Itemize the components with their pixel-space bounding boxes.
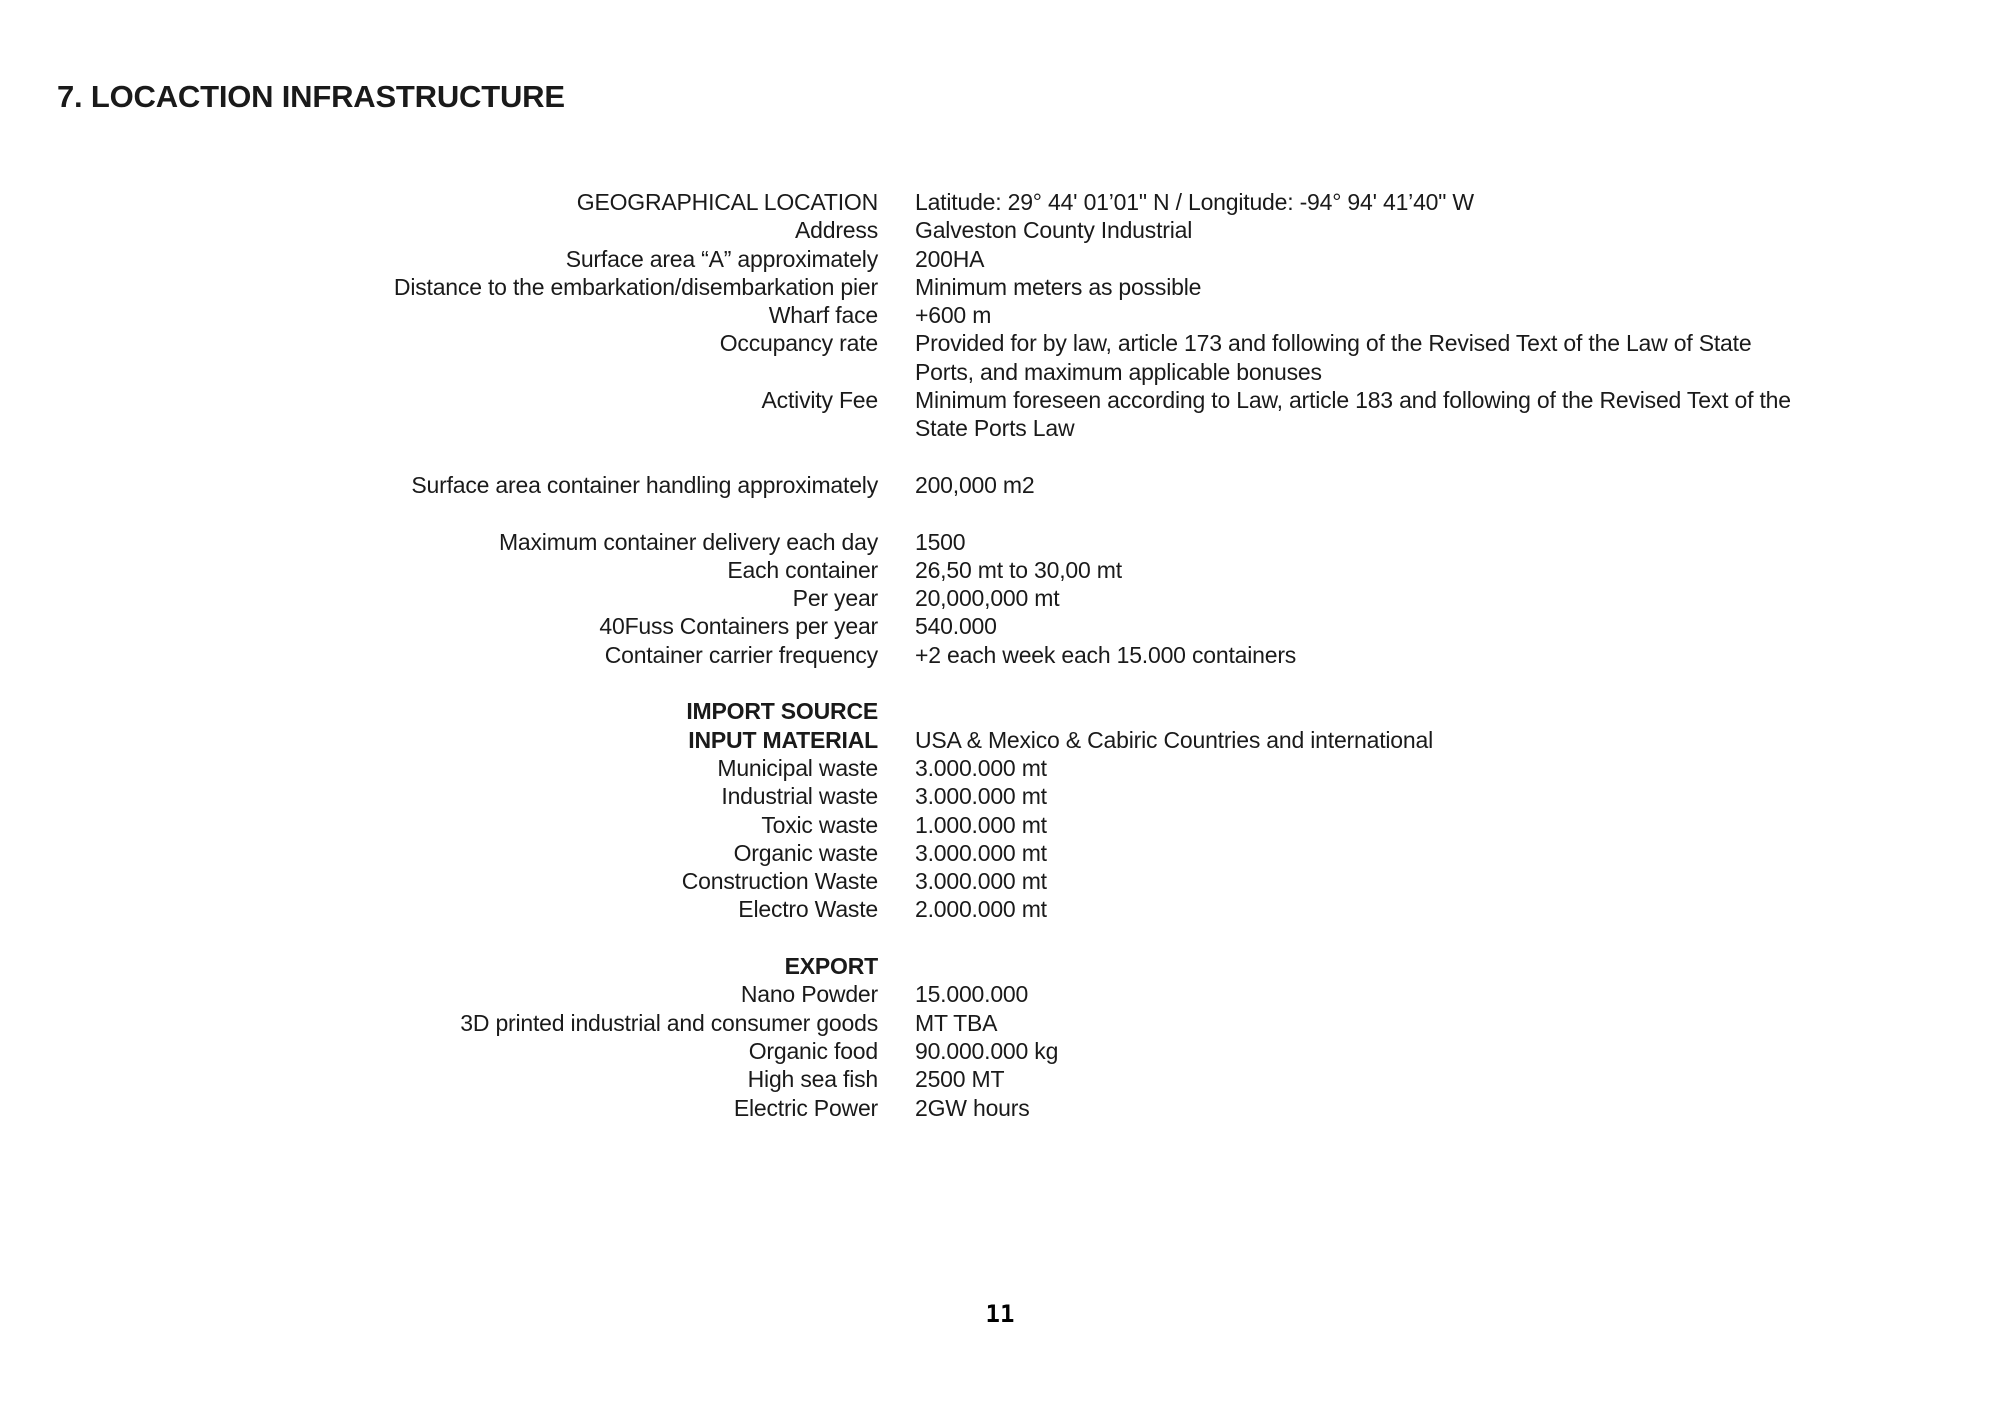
- spec-value: 1.000.000 mt: [915, 811, 1047, 838]
- spec-label: Address: [795, 217, 878, 244]
- row-3d-printed-goods: [0, 1009, 1810, 1037]
- section-container-handling: [0, 471, 1810, 499]
- spec-value: Latitude: 29° 44' 01’01" N / Longitude: -94° 94' 41’40" W: [915, 189, 1474, 215]
- row-wharf-face: [0, 301, 1810, 329]
- row-distance-embarkation-pier: [0, 273, 1810, 301]
- spec-value: 26,50 mt to 30,00 mt: [915, 556, 1122, 583]
- row-industrial-waste: [0, 782, 1810, 810]
- spec-label: Electro Waste: [738, 896, 878, 923]
- spec-value: 1500: [915, 528, 966, 555]
- row-high-sea-fish: [0, 1065, 1810, 1093]
- row-occupancy-rate: [0, 329, 1810, 386]
- section-import-source: [0, 697, 1810, 923]
- spec-table: [0, 188, 1810, 1122]
- spec-label: Municipal waste: [717, 754, 878, 781]
- spec-label: 40Fuss Containers per year: [599, 613, 878, 640]
- spec-label: Each container: [727, 556, 878, 583]
- spec-label: High sea fish: [747, 1066, 878, 1093]
- page-number: 11: [985, 1300, 1015, 1328]
- row-40fuss-containers-year: [0, 612, 1810, 640]
- spec-value: 20,000,000 mt: [915, 585, 1060, 612]
- row-surface-area-container-handling: [0, 471, 1810, 499]
- row-address: [0, 216, 1810, 244]
- spec-value: 2500 MT: [915, 1066, 1005, 1093]
- spec-label: Organic food: [748, 1037, 878, 1064]
- spec-label: Maximum container delivery each day: [498, 528, 878, 555]
- spec-label: Activity Fee: [761, 387, 878, 414]
- spec-value: 3.000.000 mt: [915, 783, 1047, 810]
- spec-value: 200HA: [915, 245, 985, 272]
- spec-label: Surface area container handling approximately: [411, 471, 878, 498]
- spec-label: Construction Waste: [681, 868, 878, 895]
- section-geographical-location: [0, 188, 1810, 443]
- spec-label: 3D printed industrial and consumer goods: [460, 1009, 878, 1036]
- row-electric-power: [0, 1094, 1810, 1122]
- row-organic-waste: [0, 839, 1810, 867]
- spec-value: Minimum foreseen according to Law, article 183 and following of the Revised Text of the State Ports Law: [915, 387, 1791, 442]
- spec-label: INPUT MATERIAL: [688, 726, 878, 753]
- row-per-year: [0, 584, 1810, 612]
- spec-label: EXPORT: [784, 953, 878, 980]
- spec-value: Minimum meters as possible: [915, 273, 1202, 300]
- spec-label: GEOGRAPHICAL LOCATION: [576, 189, 878, 215]
- row-geographical-location: [0, 188, 1810, 216]
- row-toxic-waste: [0, 811, 1810, 839]
- spec-value: +2 each week each 15.000 containers: [915, 641, 1297, 668]
- row-electro-waste: [0, 895, 1810, 923]
- spec-label: Electric Power: [733, 1094, 878, 1121]
- row-organic-food: [0, 1037, 1810, 1065]
- row-surface-area-a: [0, 245, 1810, 273]
- spec-label: IMPORT SOURCE: [686, 698, 878, 725]
- row-nano-powder: [0, 980, 1810, 1008]
- spec-value: 15.000.000: [915, 981, 1029, 1008]
- spec-value: 3.000.000 mt: [915, 839, 1047, 866]
- spec-label: Industrial waste: [721, 783, 878, 810]
- row-municipal-waste: [0, 754, 1810, 782]
- row-max-container-delivery-day: [0, 528, 1810, 556]
- section-container-capacity: [0, 528, 1810, 669]
- row-container-carrier-frequency: [0, 641, 1810, 669]
- spec-label: Distance to the embarkation/disembarkation pier: [393, 273, 878, 300]
- row-export-heading: [0, 952, 1810, 980]
- spec-value: 90.000.000 kg: [915, 1037, 1059, 1064]
- spec-label: Wharf face: [768, 302, 878, 329]
- row-each-container: [0, 556, 1810, 584]
- spec-value: +600 m: [915, 302, 992, 329]
- spec-value: 3.000.000 mt: [915, 868, 1047, 895]
- spec-value: 2.000.000 mt: [915, 896, 1047, 923]
- row-import-source-heading: [0, 697, 1810, 725]
- spec-label: Occupancy rate: [719, 330, 878, 357]
- section-export: [0, 952, 1810, 1122]
- spec-label: Per year: [792, 585, 878, 612]
- row-activity-fee: [0, 386, 1810, 443]
- spec-value: 2GW hours: [915, 1094, 1030, 1121]
- spec-label: Toxic waste: [761, 811, 878, 838]
- spec-value: 540.000: [915, 613, 997, 640]
- row-construction-waste: [0, 867, 1810, 895]
- spec-value: Galveston County Industrial: [915, 217, 1193, 244]
- row-input-material: [0, 726, 1810, 754]
- spec-label: Organic waste: [733, 839, 878, 866]
- spec-label: Container carrier frequency: [604, 641, 878, 668]
- spec-value: USA & Mexico & Cabiric Countries and international: [915, 726, 1433, 753]
- spec-value: 200,000 m2: [915, 471, 1035, 498]
- spec-value: MT TBA: [915, 1009, 998, 1036]
- spec-label: Surface area “A” approximately: [565, 245, 878, 272]
- page-title: 7. LOCACTION INFRASTRUCTURE: [57, 78, 565, 114]
- spec-value: 3.000.000 mt: [915, 754, 1047, 781]
- spec-label: Nano Powder: [740, 981, 878, 1008]
- spec-value: Provided for by law, article 173 and following of the Revised Text of the Law of State Ports, and maximum applicable bonuses: [915, 330, 1752, 385]
